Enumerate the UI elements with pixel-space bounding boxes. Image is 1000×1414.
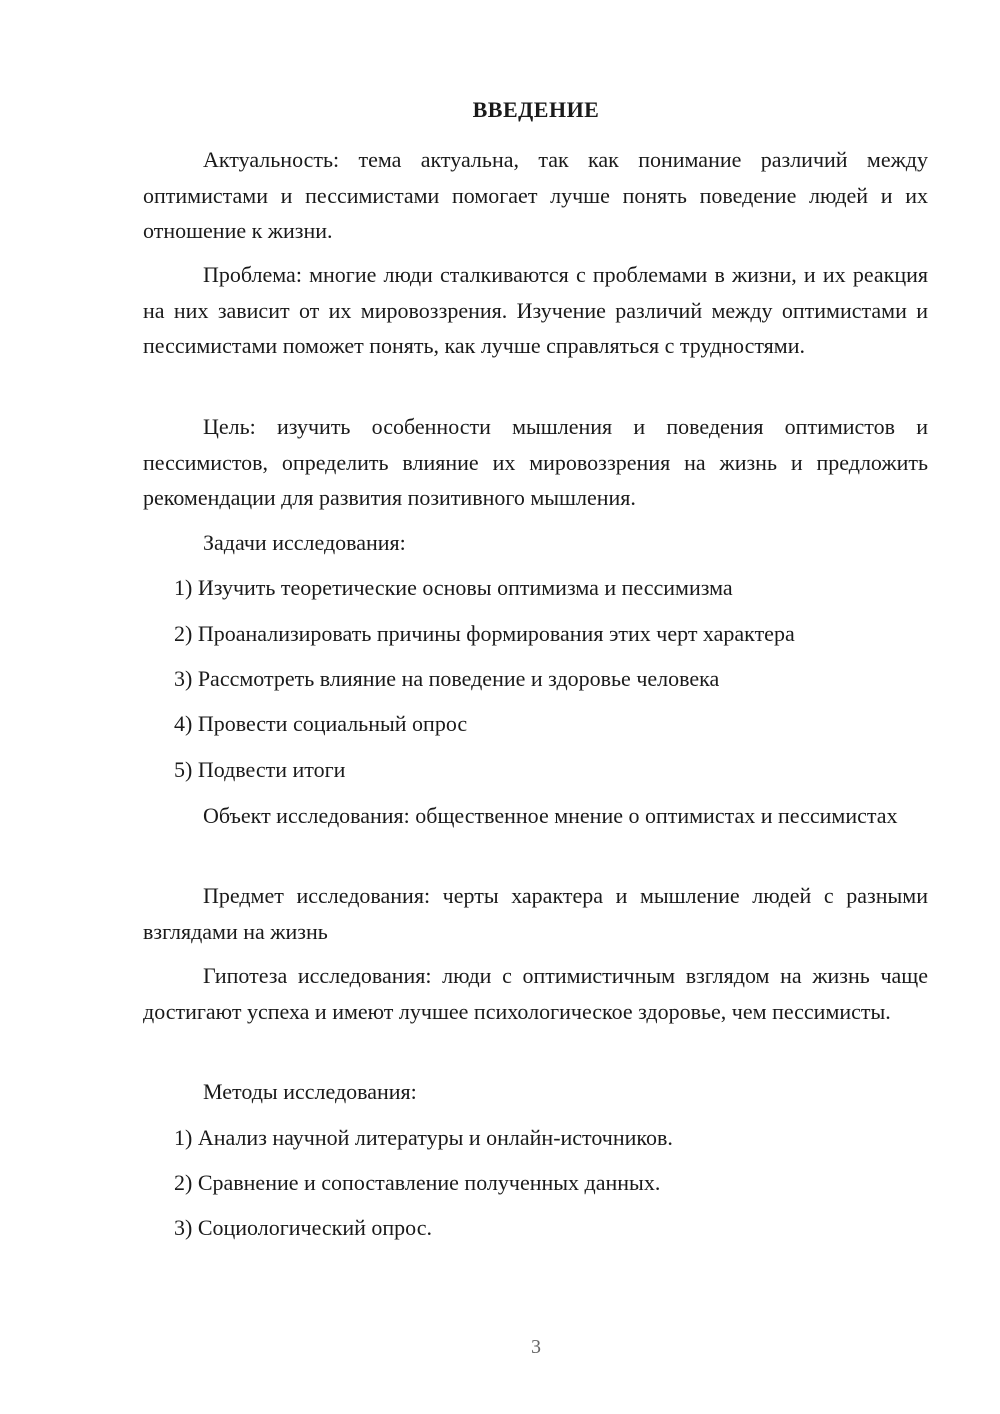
method-item: 3) Социологический опрос. bbox=[174, 1215, 432, 1240]
task-item: 3) Рассмотреть влияние на поведение и здоровье человека bbox=[174, 666, 720, 691]
page-title: ВВЕДЕНИЕ bbox=[472, 97, 600, 122]
object-paragraph: Объект исследования: общественное мнение о оптимистах и пессимистах bbox=[203, 803, 898, 828]
page-number: 3 bbox=[531, 1336, 541, 1358]
methods-heading: Методы исследования: bbox=[203, 1079, 417, 1104]
method-item: 1) Анализ научной литературы и онлайн-источников. bbox=[174, 1125, 673, 1150]
hypothesis-paragraph: Гипотеза исследования: люди с оптимистичным взглядом на жизнь чаще достигают успеха и имеют лучшее психологическое здоровье, чем пессимисты. bbox=[143, 963, 928, 1024]
task-item: 5) Подвести итоги bbox=[174, 757, 346, 782]
method-item: 2) Сравнение и сопоставление полученных данных. bbox=[174, 1170, 661, 1195]
relevance-paragraph: Актуальность: тема актуальна, так как понимание различий между оптимистами и пессимистами помогает лучше понять поведение людей и их отношение к жизни. bbox=[143, 147, 928, 243]
task-item: 4) Провести социальный опрос bbox=[174, 711, 468, 736]
problem-paragraph: Проблема: многие люди сталкиваются с проблемами в жизни, и их реакция на них зависит от их мировоззрения. Изучение различий между оптимистами и пессимистами поможет понять, как лучше справляться с трудностями. bbox=[143, 262, 928, 358]
goal-paragraph: Цель: изучить особенности мышления и поведения оптимистов и пессимистов, определить влияние их мировоззрения на жизнь и предложить рекомендации для развития позитивного мышления. bbox=[143, 414, 928, 510]
subject-paragraph: Предмет исследования: черты характера и мышление людей с разными взглядами на жизнь bbox=[143, 883, 928, 944]
tasks-heading: Задачи исследования: bbox=[203, 530, 406, 555]
task-item: 1) Изучить теоретические основы оптимизма и пессимизма bbox=[174, 575, 733, 600]
task-item: 2) Проанализировать причины формирования этих черт характера bbox=[174, 621, 795, 646]
